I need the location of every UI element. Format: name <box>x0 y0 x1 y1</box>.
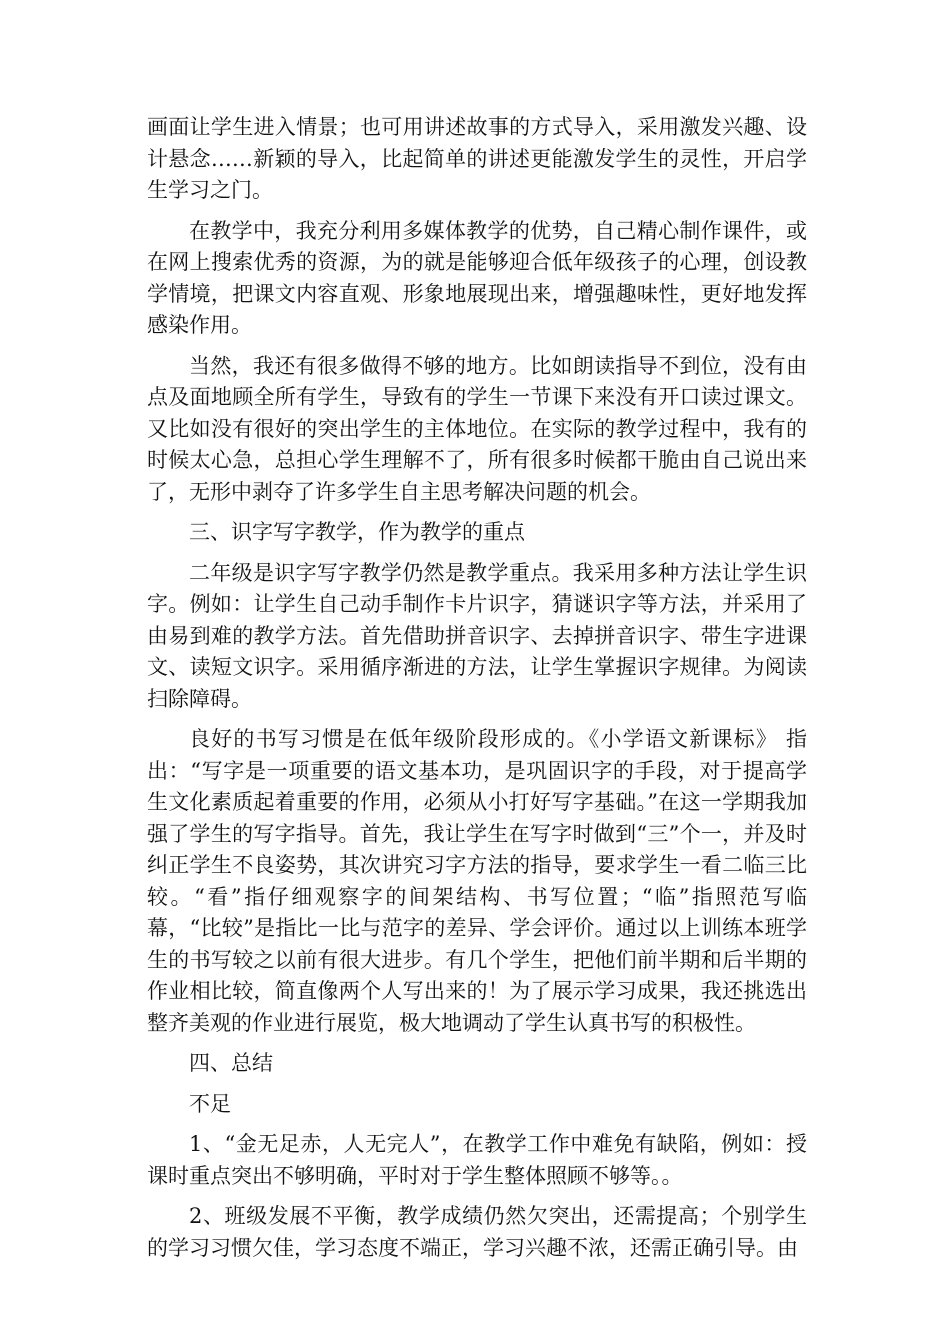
paragraph-point-1: 1、“金无足赤，人无完人”，在教学工作中难免有缺陷，例如：授课时重点突出不够明确，平时对于学生整体照顾不够等。。 <box>147 1132 807 1188</box>
paragraph-intro-continuation: 画面让学生进入情景；也可用讲述故事的方式导入，采用激发兴趣、设计悬念……新颖的导入，比起简单的讲述更能激发学生的灵性，开启学生学习之门。 <box>147 115 807 202</box>
section-heading-4: 四、总结 <box>189 1051 273 1075</box>
section-heading-3: 三、识字写字教学，作为教学的重点 <box>189 520 525 544</box>
paragraph-shortcomings: 当然，我还有很多做得不够的地方。比如朗读指导不到位，没有由点及面地顾全所有学生，导致有的学生一节课下来没有开口读过课文。又比如没有很好的突出学生的主体地位。在实际的教学过程中，我有的时候太心急，总担心学生理解不了，所有很多时候都干脆由自己说出来了，无形中剥夺了许多学生自主思考解决问题的机会。 <box>147 353 807 504</box>
subheading-shortcomings: 不足 <box>189 1091 231 1116</box>
paragraph-multimedia: 在教学中，我充分利用多媒体教学的优势，自己精心制作课件，或在网上搜索优秀的资源，为的就是能够迎合低年级孩子的心理，创设教学情境，把课文内容直观、形象地展现出来，增强趣味性，更好地发挥感染作用。 <box>147 218 807 337</box>
paragraph-point-2: 2、班级发展不平衡，教学成绩仍然欠突出，还需提高；个别学生的学习习惯欠佳，学习态度不端正，学习兴趣不浓，还需正确引导。由 <box>147 1204 807 1260</box>
paragraph-handwriting: 良好的书写习惯是在低年级阶段形成的。《小学语文新课标》 指出：“写字是一项重要的语文基本功，是巩固识字的手段，对于提高学生文化素质起着重要的作用，必须从小打好写字基础。”在这一学期我加强了学生的写字指导。首先，我让学生在写字时做到“三”个一，并及时纠正学生不良姿势，其次讲究习字方法的指导，要求学生一看二临三比较。“看”指仔细观察字的间架结构、书写位置；“临”指照范写临幕，“比较”是指比一比与范字的差异、学会评价。通过以上训练本班学生的书写较之以前有很大进步。有几个学生，把他们前半期和后半期的作业相比较，简直像两个人写出来的！为了展示学习成果，我还挑选出整齐美观的作业进行展览，极大地调动了学生认真书写的积极性。 <box>147 727 807 1035</box>
document-page <box>147 112 807 1273</box>
paragraph-literacy: 二年级是识字写字教学仍然是教学重点。我采用多种方法让学生识字。例如：让学生自己动手制作卡片识字，猜谜识字等方法，并采用了由易到难的教学方法。首先借助拼音识字、去掉拼音识字、带生字进课文、读短文识字。采用循序渐进的方法，让学生掌握识字规律。为阅读扫除障碍。 <box>147 560 807 711</box>
